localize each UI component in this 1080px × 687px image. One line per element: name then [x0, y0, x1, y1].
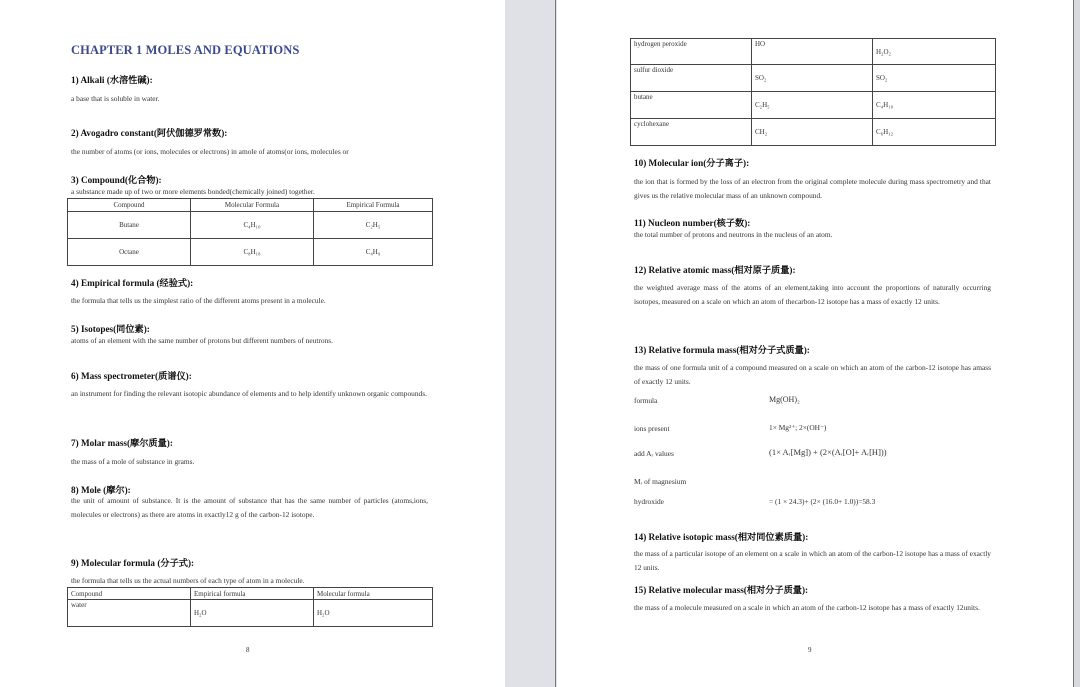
text-molar-mass: the mass of a mole of substance in grams.	[71, 457, 195, 466]
text-mole: the unit of amount of substance. It is the amount of substance that has the same number of particles (atoms,ions, molecules or electrons) as there are atoms in exactly12 g of the carbon-12 isotope.	[71, 496, 428, 519]
chapter-title: CHAPTER 1 MOLES AND EQUATIONS	[71, 43, 300, 57]
table-cell: hydrogen peroxide	[631, 39, 752, 65]
heading-alkali: 1) Alkali (水溶性碱):	[71, 75, 153, 85]
heading-relative-atomic-mass: 12) Relative atomic mass(相对原子质量):	[634, 265, 796, 275]
table-cell: sulfur dioxide	[631, 65, 752, 92]
table-cell: C₂H₅	[752, 92, 873, 119]
page-9	[557, 0, 1073, 687]
table-header-cell: Molecular Formula	[191, 199, 314, 212]
text-mass-spectrometer: an instrument for finding the relevant isotopic abundance of elements and to help identify unknown organic compounds.	[71, 389, 427, 398]
compound-table	[67, 198, 433, 266]
table-cell: CH₂	[752, 119, 873, 146]
calc-add-label: add Aᵣ values	[634, 449, 674, 458]
table-row	[68, 600, 433, 627]
table-header-cell: Compound	[68, 588, 191, 600]
calc-ions-value: 1× Mg²⁺; 2×(OH⁻)	[769, 423, 827, 432]
table-header-row	[68, 199, 433, 212]
text-alkali: a base that is soluble in water.	[71, 94, 160, 103]
table-cell: Octane	[68, 239, 191, 266]
table-row	[631, 39, 996, 65]
table-cell: C₆H₁₂	[873, 119, 996, 146]
text-relative-isotopic-mass: the mass of a particular isotope of an element on a scale in which an atom of the carbon-12 isotope has a mass of exactly 12 units.	[634, 549, 991, 572]
heading-isotopes: 5) Isotopes(同位素):	[71, 324, 150, 334]
table-row	[68, 212, 433, 239]
formula-table	[630, 38, 996, 146]
table-row	[631, 119, 996, 146]
table-cell: HO	[752, 39, 873, 65]
text-nucleon-number: the total number of protons and neutrons in the nucleus of an atom.	[634, 230, 833, 239]
heading-relative-formula-mass: 13) Relative formula mass(相对分子式质量):	[634, 345, 810, 355]
text-empirical-formula: the formula that tells us the simplest ratio of the different atoms present in a molecule.	[71, 296, 326, 305]
table-header-cell: Compound	[68, 199, 191, 212]
table-cell: C₂H₅	[314, 212, 433, 239]
heading-molar-mass: 7) Molar mass(摩尔质量):	[71, 438, 173, 448]
calc-hydroxide-label: hydroxide	[634, 497, 664, 506]
heading-mass-spectrometer: 6) Mass spectrometer(质谱仪):	[71, 371, 192, 381]
page-gutter	[505, 0, 557, 687]
table-cell: cyclohexane	[631, 119, 752, 146]
heading-relative-isotopic-mass: 14) Relative isotopic mass(相对同位素质量):	[634, 532, 809, 542]
heading-empirical-formula: 4) Empirical formula (经验式):	[71, 278, 194, 288]
text-relative-molecular-mass: the mass of a molecule measured on a scale in which an atom of the carbon-12 isotope has a mass of exactly 12units.	[634, 603, 980, 612]
table-row	[631, 65, 996, 92]
calc-formula-label: formula	[634, 396, 658, 405]
table-cell: H₂O	[191, 600, 314, 627]
table-cell: Butane	[68, 212, 191, 239]
table-header-cell: Molecular formula	[314, 588, 433, 600]
calc-hydroxide-value: = (1 × 24.3)+ (2× (16.0+ 1.0))=58.3	[769, 497, 876, 506]
table-cell: C₄H₁₀	[191, 212, 314, 239]
text-relative-formula-mass: the mass of one formula unit of a compound measured on a scale on which an atom of the carbon-12 isotope has amass of exactly 12 units.	[634, 363, 991, 386]
heading-molecular-formula: 9) Molecular formula (分子式):	[71, 558, 195, 568]
viewer-edge	[1074, 0, 1080, 687]
table-header-cell: Empirical Formula	[314, 199, 433, 212]
table-cell: SO₂	[873, 65, 996, 92]
calc-add-value: (1× Aᵣ[Mg]) + (2×(Aᵣ[O]+ Aᵣ[H]))	[769, 447, 887, 457]
table-cell: C₄H₁₀	[873, 92, 996, 119]
table-cell: SO₂	[752, 65, 873, 92]
table-cell: C₄H₉	[314, 239, 433, 266]
text-avogadro: the number of atoms (or ions, molecules or electrons) in amole of atoms(or ions, molecules or	[71, 147, 349, 156]
table-cell: H₂O₂	[873, 39, 996, 65]
heading-avogadro: 2) Avogadro constant(阿伏伽德罗常数):	[71, 128, 228, 138]
heading-molecular-ion: 10) Molecular ion(分子离子):	[634, 158, 750, 168]
table-row	[631, 92, 996, 119]
text-molecular-formula: the formula that tells us the actual numbers of each type of atom in a molecule.	[71, 576, 305, 585]
page-number: 8	[246, 646, 250, 654]
table-header-row	[68, 588, 433, 600]
table-cell: butane	[631, 92, 752, 119]
table-header-cell: Empirical formula	[191, 588, 314, 600]
table-cell: C₈H₁₈	[191, 239, 314, 266]
page-8	[0, 0, 505, 687]
heading-mole: 8) Mole (摩尔):	[71, 485, 131, 495]
calc-ions-label: ions present	[634, 424, 670, 433]
text-isotopes: atoms of an element with the same number of protons but different numbers of neutrons.	[71, 336, 333, 345]
text-compound: a substance made up of two or more elements bonded(chemically joined) together.	[71, 187, 315, 196]
table-cell: H₂O	[314, 600, 433, 627]
page-number: 9	[808, 646, 812, 654]
calc-mr-label: Mᵣ of magnesium	[634, 477, 687, 486]
calc-formula-value: Mg(OH)₂	[769, 395, 800, 404]
table-row	[68, 239, 433, 266]
heading-compound: 3) Compound(化合物):	[71, 175, 162, 185]
text-relative-atomic-mass: the weighted average mass of the atoms of an element,taking into account the proportions of naturally occurring isotopes, measured on a scale on which an atom of thecarbon-12 isotope has a mass of exactly 12 units.	[634, 283, 991, 306]
page-border-left	[555, 0, 556, 687]
text-molecular-ion: the ion that is formed by the loss of an electron from the original complete molecule during mass spectrometry and that gives us the relative molecular mass of an unknown compound.	[634, 177, 991, 200]
table-cell: water	[68, 600, 191, 627]
molecular-formula-table	[67, 587, 433, 627]
heading-relative-molecular-mass: 15) Relative molecular mass(相对分子质量):	[634, 585, 809, 595]
heading-nucleon-number: 11) Nucleon number(核子数):	[634, 218, 751, 228]
